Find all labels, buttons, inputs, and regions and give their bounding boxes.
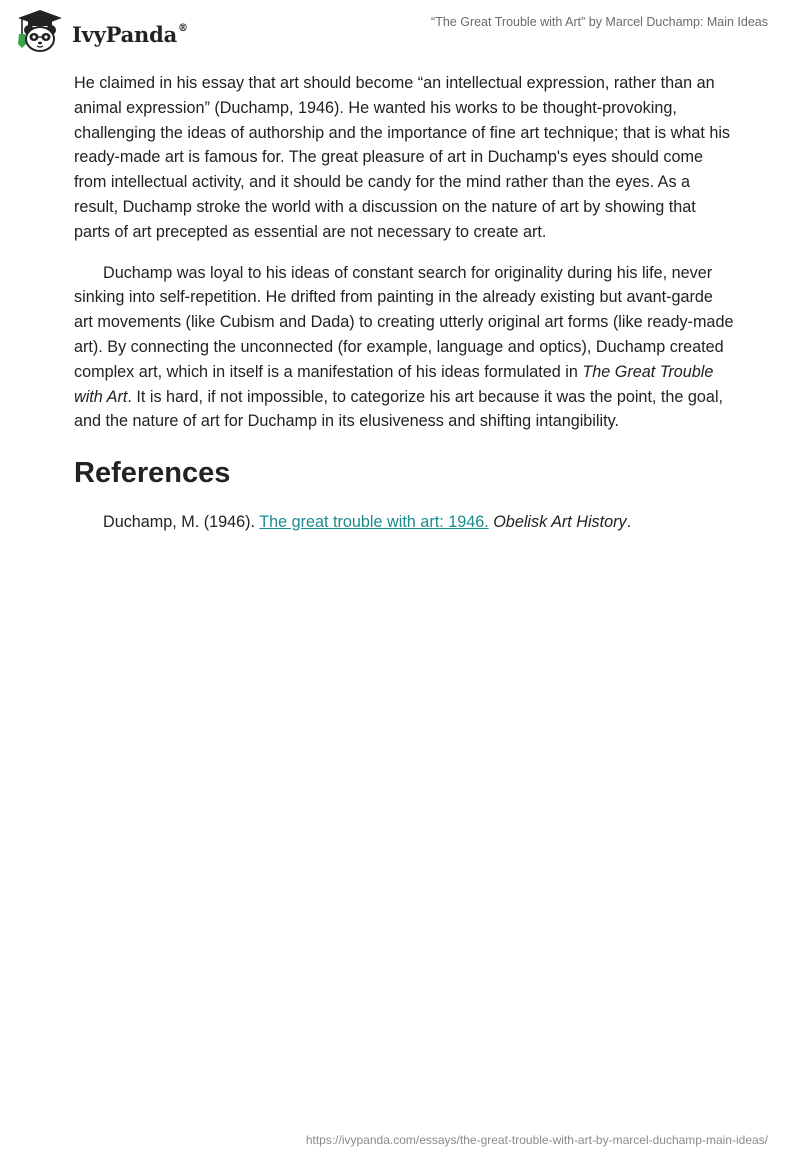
page-header [0,0,800,60]
footer-url: https://ivypanda.com/essays/the-great-trouble-with-art-by-marcel-duchamp-main-ideas/ [305,1133,768,1147]
reference-author: Duchamp, M. (1946). [103,513,260,532]
references-heading: References [74,457,231,490]
body-paragraph-2 [74,261,734,435]
reference-entry [74,510,734,534]
reference-source: Obelisk Art History [493,513,627,532]
panda-graduation-cap-icon [14,8,66,54]
reference-end: . [626,513,632,532]
document-title: “The Great Trouble with Art” by Marcel Duchamp: Main Ideas [431,15,768,29]
body-paragraph-1: He claimed in his essay that art should become “an intellectual expression, rather than an animal expression” (Duchamp, 1946). He wanted his works to be thought-provoking, challenging the ideas of authorship and the importance of fine art technique; that is what his ready-made art is famous for. The great pleasure of art in Duchamp's eyes should come from intellectual activity, and it should be candy for the mind rather than the eyes. As a result, Duchamp stroke the world with a discussion on the nature of art by showing that parts of art precepted as essential are not necessary to create art. [74,74,731,241]
logo-wordmark: IvyPanda® [72,21,188,47]
essay-title-italic: The Great Trouble with Art [74,362,714,406]
paragraph-text: . It is hard, if not impossible, to categorize his art because it was the point, the goal, and the nature of art for Duchamp in its elusiveness and shifting intangibility. [74,387,724,431]
essay-content [74,71,734,534]
reference-link[interactable]: The great trouble with art: 1946. [259,513,489,532]
ivypanda-logo[interactable] [14,8,188,54]
paragraph-text: Duchamp was loyal to his ideas of constant search for originality during his life, never sinking into self-repetition. He drifted from painting in the already existing but avant-garde art movements (like Cubism and Dada) to creating utterly original art forms (like ready-made art). By connecting the unconnected (for example, language and optics), Duchamp created complex art, which in itself is a manifestation of his ideas formulated in [74,263,734,381]
